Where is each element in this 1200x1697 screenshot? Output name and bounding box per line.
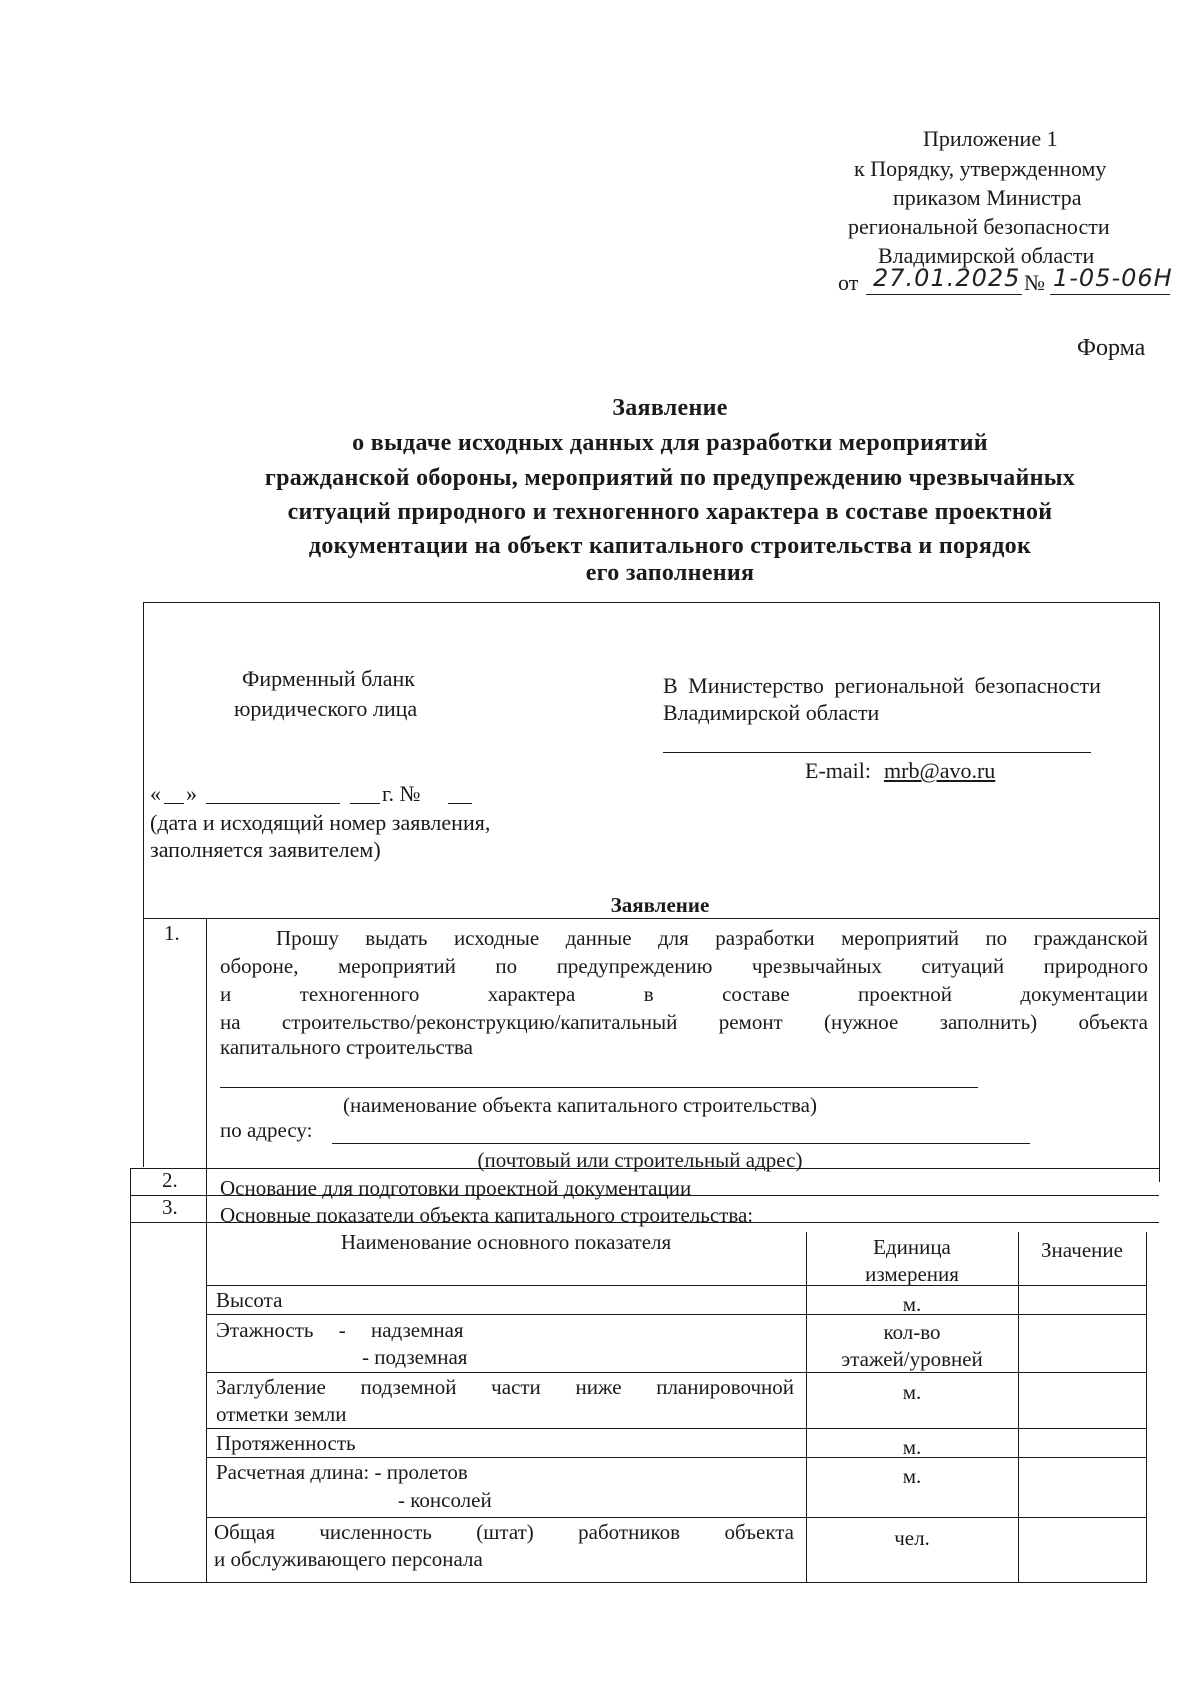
appendix-line-2: к Порядку, утвержденному xyxy=(854,156,1107,181)
indicator-depth-name-line-1: Заглубление подземной части ниже планировочной xyxy=(216,1375,794,1399)
recipient-line-2: Владимирской области xyxy=(663,700,880,725)
document-title-line-6: его заполнения xyxy=(585,560,755,586)
date-year-blank xyxy=(350,803,380,804)
indicator-floors-name-line-1: Этажность - надземная xyxy=(216,1318,464,1342)
indicator-staff-unit: чел. xyxy=(894,1526,930,1550)
object-name-blank-line xyxy=(220,1087,978,1088)
document-title-line-4: ситуаций природного и техногенного характера в составе проектной xyxy=(287,499,1053,525)
appendix-number-underline xyxy=(1050,294,1170,295)
item-1-line-2: обороне, мероприятий по предупреждению чрезвычайных ситуаций природного xyxy=(220,954,1148,978)
item-2-number: 2. xyxy=(162,1168,178,1192)
indicator-span-unit: м. xyxy=(902,1464,922,1488)
appendix-handwritten-date: 27.01.2025 xyxy=(873,264,1021,292)
indicator-floors-unit-line-2: этажей/уровней xyxy=(841,1347,983,1371)
appendix-no-label: № xyxy=(1024,270,1045,295)
indicator-length-unit: м. xyxy=(902,1435,922,1459)
item-3-top-border xyxy=(130,1195,1159,1196)
letterhead-label-line-1: Фирменный бланк xyxy=(242,666,415,691)
indicators-row-separator xyxy=(206,1285,1146,1286)
indicators-row-separator xyxy=(206,1517,1146,1518)
appendix-from-label: от xyxy=(838,270,859,295)
item-2-top-border xyxy=(130,1168,1159,1169)
indicators-header-unit-line-2: измерения xyxy=(865,1262,959,1286)
item-3-text: Основные показатели объекта капитального строительства: xyxy=(220,1203,754,1227)
item-1-line-4: на строительство/реконструкцию/капитальный ремонт (нужное заполнить) объекта xyxy=(220,1010,1148,1034)
item-1-line-3: и техногенного характера в составе проектной документации xyxy=(220,982,1148,1006)
indicators-header-unit-line-1: Единица xyxy=(873,1235,951,1259)
date-number-blank xyxy=(448,803,472,804)
item-3-bottom-border xyxy=(130,1222,1159,1223)
appendix-date-underline xyxy=(866,294,1022,295)
form-label: Форма xyxy=(1077,335,1146,361)
item-1-number: 1. xyxy=(164,921,180,945)
date-day-blank xyxy=(164,803,184,804)
box-left-border xyxy=(143,602,144,1167)
appendix-line-4: региональной безопасности xyxy=(848,214,1110,239)
document-title-line-5: документации на объект капитального строительства и порядок xyxy=(308,533,1032,559)
item-3-number: 3. xyxy=(162,1195,178,1219)
date-year-suffix: г. № xyxy=(382,781,421,806)
appendix-line-1: Приложение 1 xyxy=(923,126,1058,151)
box-top-border xyxy=(143,602,1159,603)
document-title-line-3: гражданской обороны, мероприятий по предупреждению чрезвычайных xyxy=(264,465,1076,491)
item-1-line-1: Прошу выдать исходные данные для разработки мероприятий по гражданской xyxy=(276,926,1148,950)
appendix-line-3: приказом Министра xyxy=(893,185,1082,210)
email-link[interactable]: mrb@avo.ru xyxy=(884,758,996,783)
indicators-left-border xyxy=(206,1222,207,1582)
date-close-quote: » xyxy=(186,781,197,806)
indicator-staff-name-line-1: Общая численность (штат) работников объекта xyxy=(214,1520,794,1544)
recipient-blank-line xyxy=(663,752,1091,753)
date-month-blank xyxy=(206,803,340,804)
appendix-handwritten-number: 1-05-06Н xyxy=(1053,264,1173,292)
item-2-text: Основание для подготовки проектной документации xyxy=(220,1176,692,1200)
box-right-border xyxy=(1159,602,1160,1182)
indicator-length-name: Протяженность xyxy=(216,1431,356,1455)
indicator-floors-unit-line-1: кол-во xyxy=(883,1320,941,1344)
document-title-line-1: Заявление xyxy=(612,395,728,421)
indicators-header-value: Значение xyxy=(1041,1238,1123,1262)
indicator-staff-name-line-2: и обслуживающего персонала xyxy=(214,1547,483,1571)
grid-bottom-border xyxy=(130,1582,1147,1583)
indicators-right-border xyxy=(1146,1232,1147,1582)
letterhead-label-line-2: юридического лица xyxy=(234,696,418,721)
indicator-span-name-line-1: Расчетная длина: - пролетов xyxy=(216,1460,468,1484)
address-label: по адресу: xyxy=(220,1118,313,1142)
items-top-border xyxy=(143,918,1159,919)
address-caption: (почтовый или строительный адрес) xyxy=(477,1148,803,1172)
item-1-line-5: капитального строительства xyxy=(220,1035,473,1059)
date-open-quote: « xyxy=(150,781,161,806)
appendix-line-5: Владимирской области xyxy=(878,243,1095,268)
indicator-span-name-line-2: - консолей xyxy=(398,1488,492,1512)
object-name-caption: (наименование объекта капитального строительства) xyxy=(343,1093,817,1117)
indicators-row-separator xyxy=(206,1428,1146,1429)
date-note-line-2: заполняется заявителем) xyxy=(150,837,381,862)
indicator-height-unit: м. xyxy=(902,1292,922,1316)
address-blank-line xyxy=(332,1143,1030,1144)
document-title-line-2: о выдаче исходных данных для разработки мероприятий xyxy=(352,430,988,456)
indicator-depth-unit: м. xyxy=(902,1380,922,1404)
recipient-line-1: В Министерство региональной безопасности xyxy=(663,673,1101,698)
email-label: E-mail: xyxy=(805,758,871,783)
indicator-height-name: Высота xyxy=(216,1288,283,1312)
indicator-depth-name-line-2: отметки земли xyxy=(216,1402,347,1426)
statement-heading: Заявление xyxy=(610,893,710,917)
indicators-header-name: Наименование основного показателя xyxy=(340,1230,672,1254)
indicators-row-separator xyxy=(206,1372,1146,1373)
date-note-line-1: (дата и исходящий номер заявления, xyxy=(150,810,491,835)
grid-outer-left-border xyxy=(130,1168,131,1582)
indicator-floors-name-line-2: - подземная xyxy=(362,1345,468,1369)
